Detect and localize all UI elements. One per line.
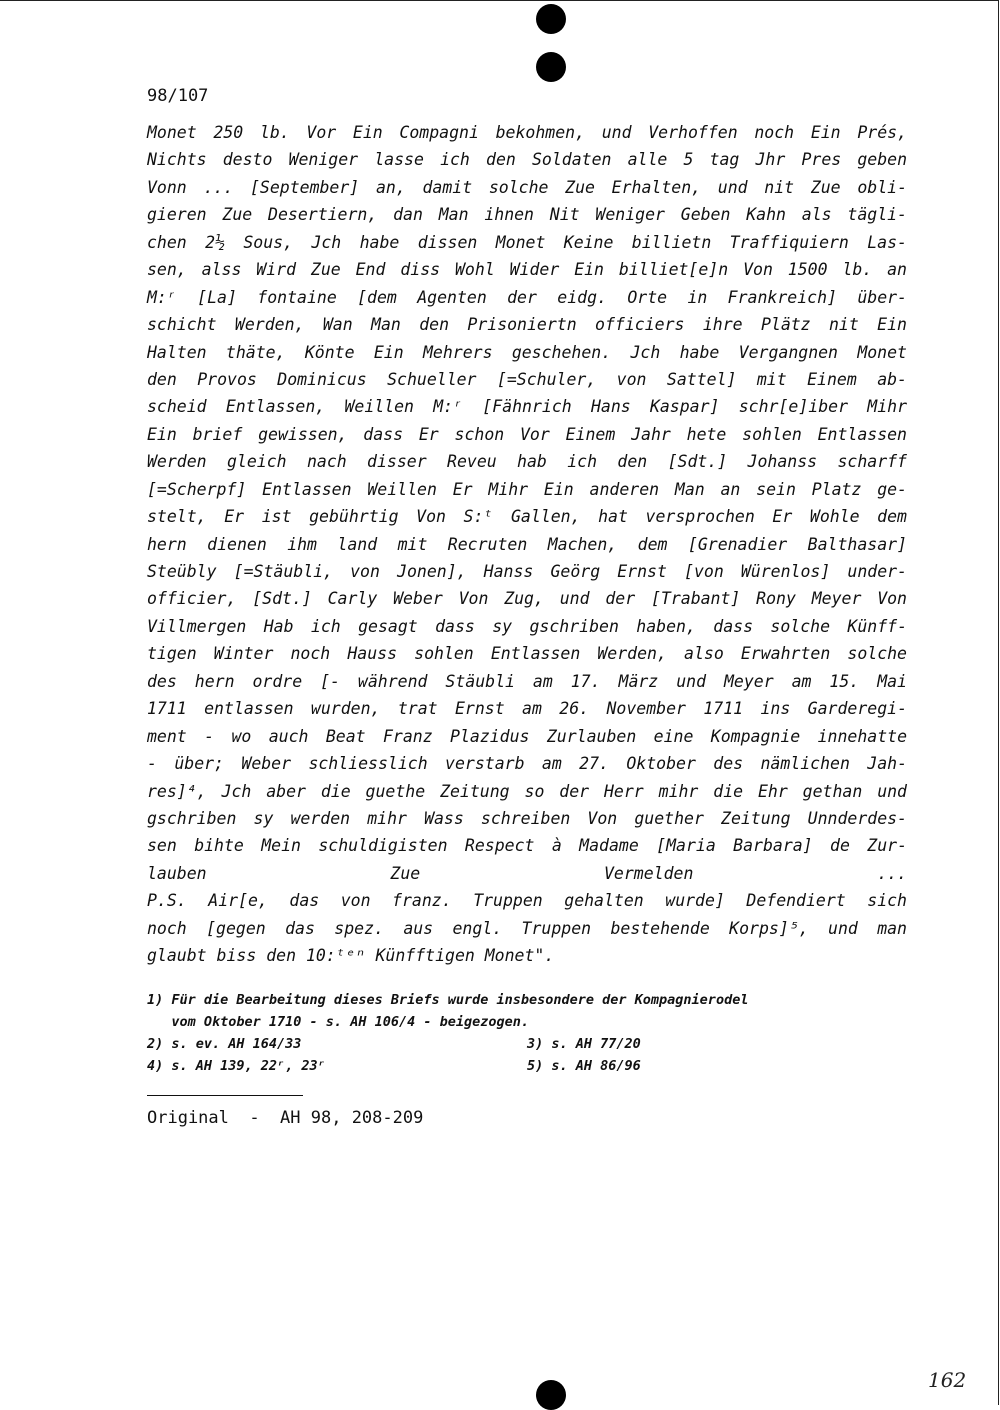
body-line: ment - wo auch Beat Franz Plazidus Zurlauben eine Kompagnie innehatte [147,726,907,746]
body-line: - über; Weber schliesslich verstarb am 27. Oktober des nämlichen Jah- [147,754,907,774]
original-source-reference: Original - AH 98, 208-209 [147,1108,424,1128]
body-line: lauben Zue Vermelden ... [147,863,907,883]
body-line: glaubt biss den 10:ᵗᵉⁿ Künfftigen Monet". [147,946,555,966]
footnote-1-line-2: vom Oktober 1710 - s. AH 106/4 - beigezogen. [147,1014,530,1030]
body-line: res]⁴, Jch aber die guethe Zeitung so der Herr mihr die Ehr gethan und [147,781,907,801]
footnote-3: 3) s. AH 77/20 [527,1036,641,1052]
body-line: P.S. Air[e, das von franz. Truppen gehalten wurde] Defendiert sich [147,891,907,911]
body-line: Villmergen Hab ich gesagt dass sy gschriben haben, dass solche Künff- [147,616,907,636]
body-line: Monet 250 lb. Vor Ein Compagni bekohmen, und Verhoffen noch Ein Prés, [147,123,907,142]
body-line: tigen Winter noch Hauss sohlen Entlassen Werden, also Erwahrten solche [147,644,907,664]
body-line: hern dienen ihm land mit Recruten Machen, dem [Grenadier Balthasar] [147,534,907,554]
body-line: Vonn ... [September] an, damit solche Zue Erhalten, und nit Zue obli- [147,177,907,197]
letter-body [147,119,907,970]
body-line: des hern ordre [- während Stäubli am 17. März und Meyer am 15. Mai [147,671,907,691]
body-line: gschriben sy werden mihr Wass schreiben Von guether Zeitung Unnderdes- [147,808,907,828]
footnote-2: 2) s. ev. AH 164/33 [147,1036,302,1052]
punch-hole-top [536,4,566,34]
footnote-5: 5) s. AH 86/96 [527,1058,641,1074]
footnote-4: 4) s. AH 139, 22ʳ, 23ʳ [147,1058,326,1074]
footnote-1-line-1: 1) Für die Bearbeitung dieses Briefs wurde insbesondere der Kompagnierodel [147,992,749,1008]
body-line: den Provos Dominicus Schueller [=Schuler, von Sattel] mit Einem ab- [147,369,907,389]
body-line: M:ʳ [La] fontaine [dem Agenten der eidg. Orte in Frankreich] über- [147,287,907,307]
body-line: stelt, Er ist gebührtig Von S:ᵗ Gallen, hat versprochen Er Wohle dem [147,507,907,527]
body-line: officier, [Sdt.] Carly Weber Von Zug, und der [Trabant] Rony Meyer Von [147,589,907,609]
body-line: scheid Entlassen, Weillen M:ʳ [Fähnrich Hans Kaspar] schr[e]iber Mihr [147,397,907,417]
body-line: [=Scherpf] Entlassen Weillen Er Mihr Ein anderen Man an sein Platz ge- [147,479,907,499]
footnote-row-2-3 [147,1033,907,1055]
archive-page-stamp: 162 [928,1368,967,1392]
body-line: sen bihte Mein schuldigisten Respect à Madame [Maria Barbara] de Zur- [147,836,907,856]
page-reference: 98/107 [147,86,209,106]
body-line: Werden gleich nach disser Reveu hab ich den [Sdt.] Johanss scharff [147,452,907,472]
divider-line [147,1095,303,1096]
footnotes [147,989,907,1077]
body-line: Halten thäte, Könte Ein Mehrers geschehen. Jch habe Vergangnen Monet [147,342,907,362]
body-line: Nichts desto Weniger lasse ich den Soldaten alle 5 tag Jhr Pres geben [147,150,907,170]
body-line: gieren Zue Desertiern, dan Man ihnen Nit Weniger Geben Kahn als tägli- [147,205,907,225]
body-line: Steübly [=Stäubli, von Jonen], Hanss Geörg Ernst [von Würenlos] under- [147,562,907,581]
body-line: schicht Werden, Wan Man den Prisoniertn officiers ihre Plätz nit Ein [147,315,907,335]
body-line: Ein brief gewissen, dass Er schon Vor Einem Jahr hete sohlen Entlassen [147,424,907,444]
body-line: noch [gegen das spez. aus engl. Truppen bestehende Korps]⁵, und man [147,918,907,938]
footnote-row-4-5 [147,1055,907,1077]
body-line: sen, alss Wird Zue End diss Wohl Wider Ein billiet[e]n Von 1500 lb. an [147,260,907,280]
punch-hole-second [536,52,566,82]
body-line: 1711 entlassen wurden, trat Ernst am 26. November 1711 ins Garderegi- [147,699,907,719]
body-line: chen 2½ Sous, Jch habe dissen Monet Keine billietn Traffiquiern Las- [147,232,907,252]
